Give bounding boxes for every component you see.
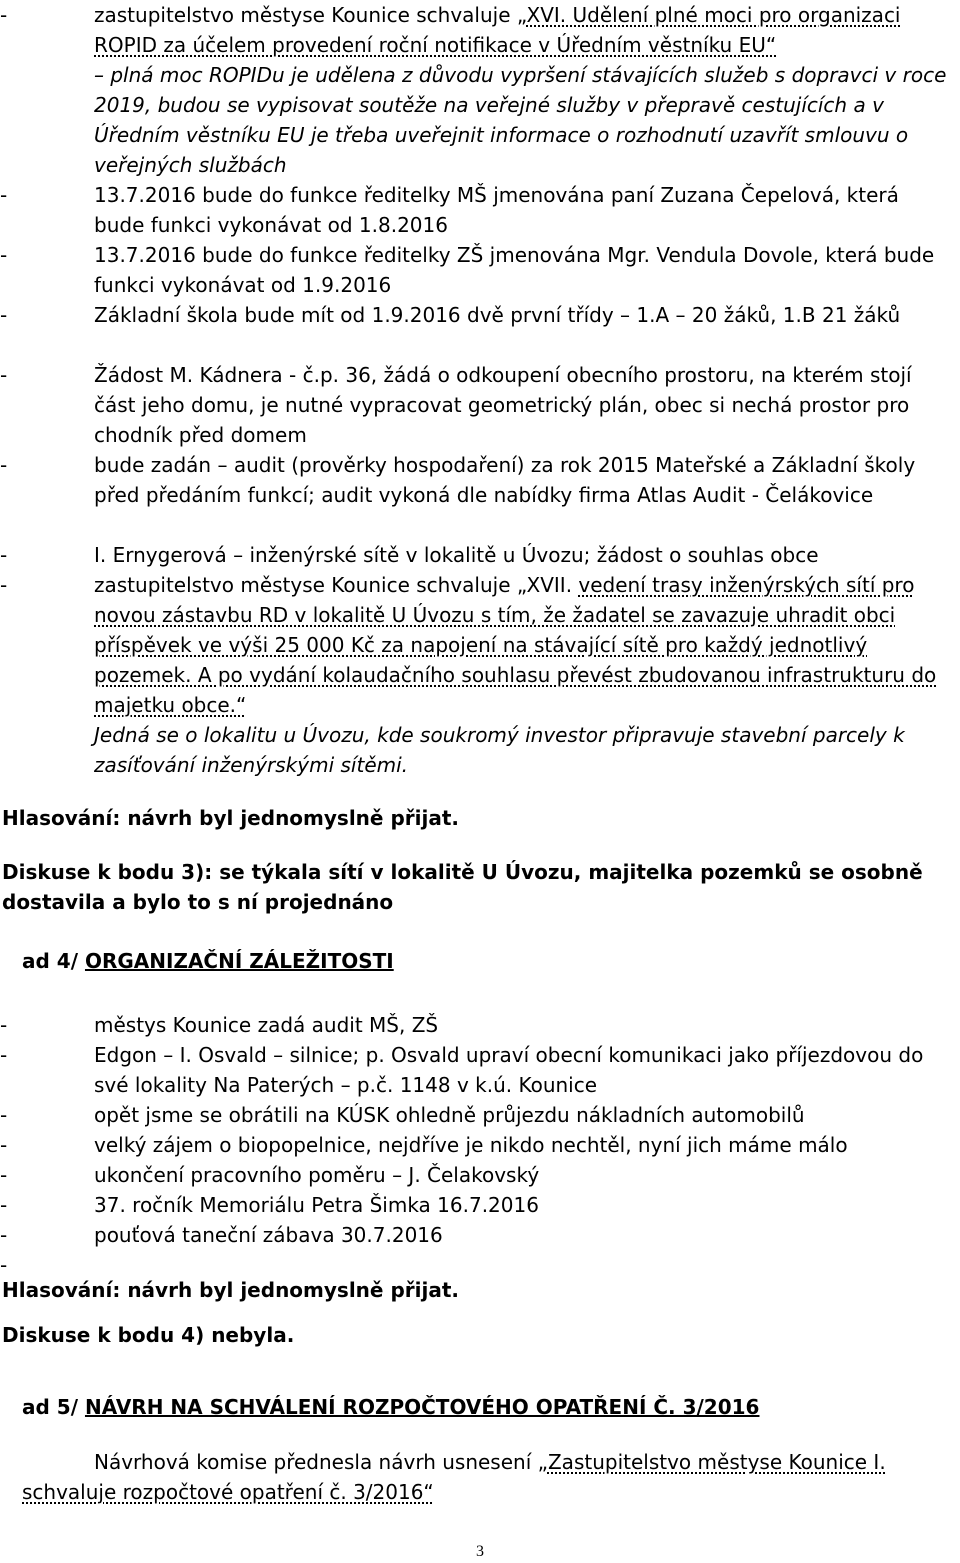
text-segment: Základní škola bude mít od 1.9.2016 dvě první třídy – 1.A – 20 žáků, 1.B 21 žáků <box>94 303 901 327</box>
bullet-dash: - <box>0 243 8 267</box>
text-segment: zastupitelstvo městyse Kounice schvaluje „XVII. <box>94 573 579 597</box>
list-item <box>0 1040 960 1100</box>
list-item <box>0 0 960 60</box>
list-item-text: pouťová taneční zábava 30.7.2016 <box>94 1223 443 1247</box>
text-segment: – plná moc ROPIDu je udělena z důvodu vypršení stávajících služeb s dopravci v roce 2019, budou se vypisovat soutěže na veřejné služby v přepravě cestujících a v Úředním věstníku EU je třeba uveřejnit informace o rozhodnutí uzavřít smlouvu o veřejných službách <box>94 63 947 177</box>
text-segment: Žádost M. Kádnera - č.p. 36, žádá o odkoupení obecního prostoru, na kterém stojí část jeho domu, je nutné vypracovat geometrický plán, obec si nechá prostor pro chodník před domem <box>94 363 912 447</box>
page-number: 3 <box>476 1543 484 1560</box>
list-item <box>0 180 960 240</box>
section-5-prefix: ad 5/ <box>22 1395 85 1419</box>
bullet-dash: - <box>0 543 8 567</box>
text-segment: vedení trasy inženýrských sítí pro novou zástavbu RD v lokalitě U Úvozu s tím, že žadatel se zavazuje uhradit obci příspěvek ve výši 25 000 Kč za napojení na stávající sítě pro každý jednotlivý pozemek. A po vydání kolaudačního souhlasu převést zbudovanou infrastrukturu do majetku obce.“ <box>94 573 937 717</box>
list-item <box>0 360 960 450</box>
bullet-dash: - <box>0 1253 8 1277</box>
list-item-text: velký zájem o biopopelnice, nejdříve je nikdo nechtěl, nyní jich máme málo <box>94 1133 848 1157</box>
text-segment: I. Ernygerová – inženýrské sítě v lokalitě u Úvozu; žádost o souhlas obce <box>94 543 819 567</box>
list-item-text: ukončení pracovního poměru – J. Čelakovský <box>94 1163 540 1187</box>
text-segment: 13.7.2016 bude do funkce ředitelky MŠ jmenována paní Zuzana Čepelová, která bude funkci vykonávat od 1.8.2016 <box>94 183 899 237</box>
text-segment: 13.7.2016 bude do funkce ředitelky ZŠ jmenována Mgr. Vendula Dovole, která bude funkci vykonávat od 1.9.2016 <box>94 243 935 297</box>
list-item <box>0 1100 960 1130</box>
list-item-text: městys Kounice zadá audit MŠ, ZŠ <box>94 1013 439 1037</box>
bullet-dash: - <box>0 1133 8 1157</box>
bullet-dash: - <box>0 573 8 597</box>
bullet-dash: - <box>0 363 8 387</box>
list-item <box>0 1010 960 1040</box>
list-item-text <box>94 450 954 510</box>
bullet-dash: - <box>0 183 8 207</box>
list-item <box>0 60 960 180</box>
bullet-dash: - <box>0 1103 8 1127</box>
list-item <box>0 240 960 300</box>
text-segment: Jedná se o lokalitu u Úvozu, kde soukromý investor připravuje stavební parcely k zasíťování inženýrskými sítěmi. <box>94 723 905 777</box>
discussion-point-3: Diskuse k bodu 3): se týkala sítí v lokalitě U Úvozu, majitelka pozemků se osobně dostavila a bylo to s ní projednáno <box>2 860 923 914</box>
list-item-text <box>94 0 954 60</box>
proposal-paragraph <box>22 1447 956 1507</box>
proposal-resolution: Zastupitelstvo městyse Kounice I. schvaluje rozpočtové opatření č. 3/2016“ <box>22 1450 886 1504</box>
text-segment: bude zadán – audit (prověrky hospodaření) za rok 2015 Mateřské a Základní školy před předáním funkcí; audit vykoná dle nabídky firma Atlas Audit - Čelákovice <box>94 453 916 507</box>
list-item <box>0 1190 960 1220</box>
list-item-text: Edgon – I. Osvald – silnice; p. Osvald upraví obecní komunikaci jako příjezdovou do své lokality Na Paterých – p.č. 1148 v k.ú. Kounice <box>94 1043 924 1097</box>
bullet-dash: - <box>0 1163 8 1187</box>
bullet-dash: - <box>0 1223 8 1247</box>
list-item-text <box>94 540 954 570</box>
bullet-dash: - <box>0 1043 8 1067</box>
vote-result-1: Hlasování: návrh byl jednomyslně přijat. <box>2 806 459 830</box>
list-item <box>0 1130 960 1160</box>
list-item <box>0 540 960 570</box>
bullet-dash: - <box>0 3 8 27</box>
section-4-prefix: ad 4/ <box>22 949 85 973</box>
section-4-title: ORGANIZAČNÍ ZÁLEŽITOSTI <box>84 949 394 973</box>
list-item-text <box>94 240 954 300</box>
bullet-dash: - <box>0 1013 8 1037</box>
bullet-dash: - <box>0 1193 8 1217</box>
list-item-text: 37. ročník Memoriálu Petra Šimka 16.7.2016 <box>94 1193 539 1217</box>
list-item-text <box>94 570 954 720</box>
bullet-dash: - <box>0 453 8 477</box>
list-item-text <box>94 720 954 780</box>
list-item-text <box>94 180 954 240</box>
list-item <box>0 450 960 510</box>
list-item <box>0 300 960 330</box>
list-item <box>0 1160 960 1190</box>
vote-result-2: Hlasování: návrh byl jednomyslně přijat. <box>2 1278 459 1302</box>
list-item-text <box>94 360 954 450</box>
list-item <box>0 720 960 780</box>
list-item-text: opět jsme se obrátili na KÚSK ohledně průjezdu nákladních automobilů <box>94 1103 805 1127</box>
text-segment: zastupitelstvo městyse Kounice schvaluje „ <box>94 3 527 27</box>
section-heading-4 <box>22 946 394 976</box>
discussion-point-4: Diskuse k bodu 4) nebyla. <box>2 1323 295 1347</box>
list-item <box>0 570 960 720</box>
section-5-title: NÁVRH NA SCHVÁLENÍ ROZPOČTOVÉHO OPATŘENÍ Č. 3/2016 <box>84 1395 760 1419</box>
text-segment: XVI. Udělení plné moci pro organizaci ROPID za účelem provedení roční notifikace v Úředním věstníku EU“ <box>94 3 901 57</box>
list-item-text <box>94 60 954 180</box>
list-item <box>0 1220 960 1250</box>
bullet-dash: - <box>0 303 8 327</box>
list-item-text <box>94 300 954 330</box>
proposal-lead: Návrhová komise přednesla návrh usnesení „ <box>94 1450 548 1474</box>
section-heading-5 <box>22 1392 759 1422</box>
